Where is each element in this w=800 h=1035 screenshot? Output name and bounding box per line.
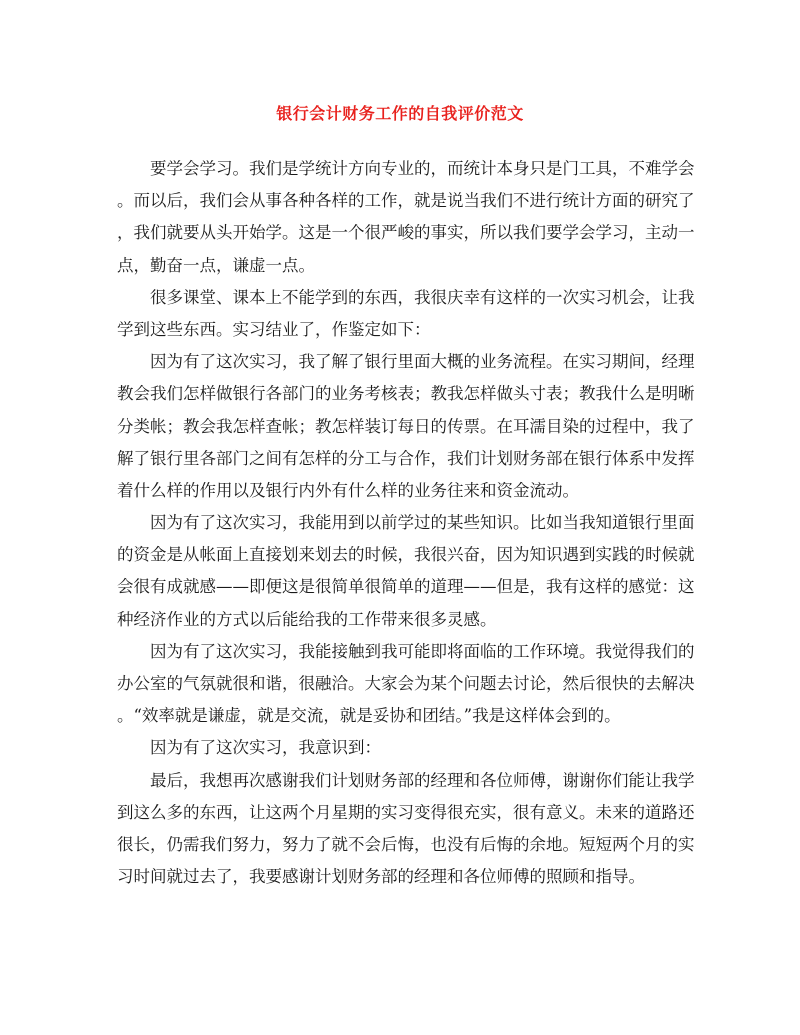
body-line: 因为有了这次实习，我意识到： (150, 738, 381, 758)
body-line: 因为有了这次实习，我能接触到我可能即将面临的工作环境。我觉得我们的 (150, 641, 695, 661)
body-line: 学到这些东西。实习结业了，作鉴定如下： (117, 319, 431, 339)
body-line: 教会我们怎样做银行各部门的业务考核表；教我怎样做头寸表；教我什么是明晰 (117, 384, 695, 404)
document-body (117, 153, 695, 893)
body-line: 着什么样的作用以及银行内外有什么样的业务往来和资金流动。 (117, 480, 579, 500)
body-line: 很长，仍需我们努力，努力了就不会后悔，也没有后悔的余地。短短两个月的实 (117, 834, 695, 854)
body-line: 最后，我想再次感谢我们计划财务部的经理和各位师傅，谢谢你们能让我学 (150, 770, 695, 790)
body-line: 习时间就过去了，我要感谢计划财务部的经理和各位师傅的照顾和指导。 (117, 867, 645, 887)
body-line: 。“效率就是谦虚，就是交流，就是妥协和团结。”我是这样体会到的。 (117, 706, 621, 726)
body-line: 解了银行里各部门之间有怎样的分工与合作，我们计划财务部在银行体系中发挥 (117, 448, 695, 468)
body-line: 很多课堂、课本上不能学到的东西，我很庆幸有这样的一次实习机会，让我 (150, 287, 695, 307)
body-line: 点，勤奋一点，谦虚一点。 (117, 255, 315, 275)
body-line: 到这么多的东西，让这两个月星期的实习变得很充实，很有意义。未来的道路还 (117, 802, 695, 822)
body-line: 要学会学习。我们是学统计方向专业的，而统计本身只是门工具，不难学会 (150, 159, 695, 178)
body-line: 分类帐；教会我怎样查帐；教怎样装订每日的传票。在耳濡目染的过程中，我了 (117, 416, 695, 436)
body-line: 因为有了这次实习，我了解了银行里面大概的业务流程。在实习期间，经理 (150, 352, 695, 372)
body-line: 种经济作业的方式以后能给我的工作带来很多灵感。 (117, 609, 497, 629)
body-line: 会很有成就感——即便这是很简单很简单的道理——但是，我有这样的感觉：这 (117, 577, 695, 597)
body-line: 的资金是从帐面上直接划来划去的时候，我很兴奋，因为知识遇到实践的时候就 (117, 545, 695, 565)
body-line: ，我们就要从头开始学。这是一个很严峻的事实，所以我们要学会学习，主动一 (117, 223, 695, 243)
body-line: 。而以后，我们会从事各种各样的工作，就是说当我们不进行统计方面的研究了 (117, 191, 695, 211)
body-line: 因为有了这次实习，我能用到以前学过的某些知识。比如当我知道银行里面 (150, 513, 695, 533)
body-line: 办公室的气氛就很和谐，很融洽。大家会为某个问题去讨论，然后很快的去解决 (117, 674, 695, 693)
document-title: 银行会计财务工作的自我评价范文 (276, 104, 524, 123)
